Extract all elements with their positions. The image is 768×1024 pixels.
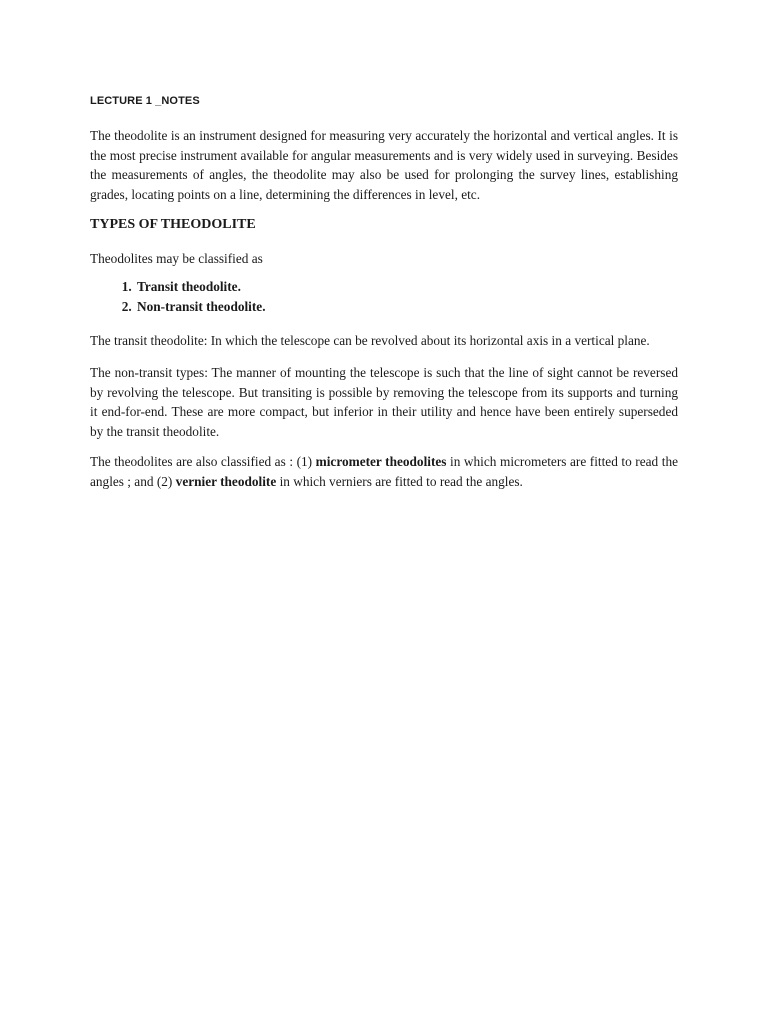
list-item-transit: 1. Transit theodolite. (135, 277, 678, 297)
classified-intro: Theodolites may be classified as (90, 251, 263, 266)
term-vernier-theodolite: vernier theodolite (175, 473, 277, 489)
also-classified-text-1: The theodolites are also classified as : (1) (90, 454, 316, 469)
lecture-title: LECTURE 1 _NOTES (90, 95, 200, 107)
list-item-non-transit: 2. Non-transit theodolite. (135, 297, 678, 317)
term-micrometer-theodolites: micrometer theodolites (315, 454, 447, 469)
document-body (90, 93, 678, 491)
transit-paragraph: The transit theodolite: In which the telescope can be revolved about its horizontal axis in a vertical plane. (90, 332, 650, 348)
types-list (90, 277, 678, 317)
also-classified-text-3: in which verniers are fitted to read the angles. (276, 473, 523, 489)
intro-paragraph: The theodolite is an instrument designed for measuring very accurately the horizontal and vertical angles. It is the most precise instrument available for angular measurements and is very widely used in surveying. Besides the measurements of angles, the theodolite may also be used for prolonging the survey lines, establishing grades, locating points on a line, determining the differences in level, etc. (90, 128, 678, 202)
also-classified-text-2: in which micrometers are fitted to read the angles ; and (2) (90, 454, 678, 489)
nontransit-paragraph: The non-transit types: The manner of mounting the telescope is such that the line of sight cannot be reversed by revolving the telescope. But transiting is possible by removing the telescope from its supports and turning it end-for-end. These are more compact, but inferior in their utility and hence have been entirely superseded by the transit theodolite. (90, 365, 678, 439)
types-heading: TYPES OF THEODOLITE (90, 217, 256, 232)
also-classified-paragraph (90, 452, 678, 491)
